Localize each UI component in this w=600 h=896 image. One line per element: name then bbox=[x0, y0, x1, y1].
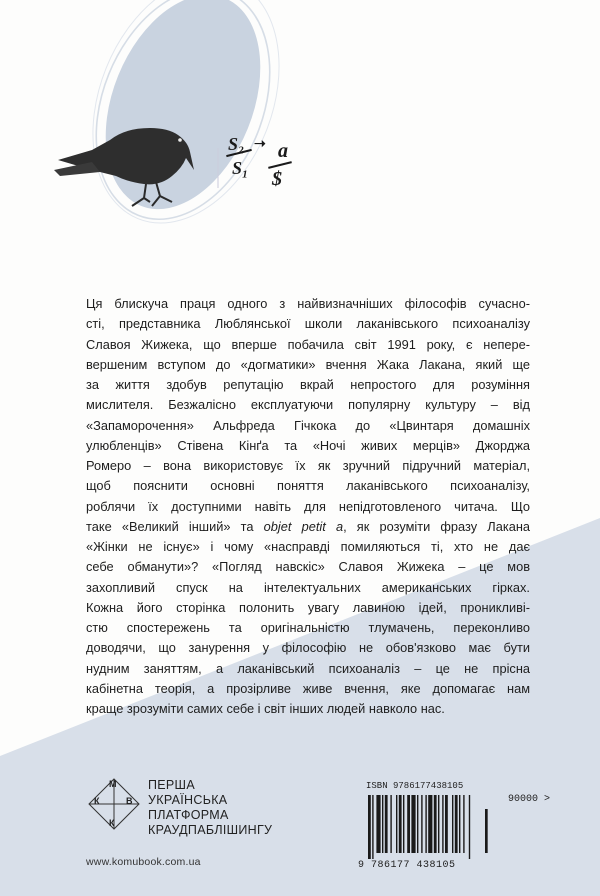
blurb-line: Ромеро – вона використовує їх як зручний підручний матеріал, bbox=[86, 458, 530, 473]
formula-s2: S₂ bbox=[228, 134, 245, 154]
logo-letter-v: В bbox=[126, 796, 133, 806]
blurb-line: нудним заняттям, а лаканівський психоаналіз – це не прісна bbox=[86, 660, 530, 676]
blurb-line: улюбленців» Стівена Кінґа та «Ночі живих мерців» Джорджа bbox=[86, 437, 530, 453]
isbn-text: ISBN 9786177438105 bbox=[366, 781, 464, 791]
blurb-line: «Запаморочення» Альфреда Гічкока до «Цвинтаря домашніх bbox=[86, 417, 530, 433]
blurb-line: стю спостережень та оригінальністю тлумачень, переконливо bbox=[86, 620, 530, 635]
blurb-line: вершеним вступом до «догматики» вчення Жака Лакана, який ще bbox=[86, 356, 530, 372]
blurb-line: Славоя Жижека, що вперше побачила світ 1991 року, є непере- bbox=[86, 336, 530, 352]
blurb-line: за життя здобув репутацію вкрай непростого для розуміння bbox=[86, 377, 530, 392]
price-code: 90000 > bbox=[508, 794, 551, 805]
publisher-name: ПЕРША УКРАЇНСЬКА ПЛАТФОРМА КРАУДПАБЛІШИНГУ bbox=[148, 778, 273, 837]
blurb-line: «Жінки не існує» і чому «насправді помиляються ті, хто не дає bbox=[86, 539, 530, 554]
isbn-barcode bbox=[358, 781, 578, 873]
blurb-line: щоб пояснити основні поняття лаканівського психоаналізу, bbox=[86, 478, 530, 494]
blurb-line: себе обманути»? «Погляд навскіс» Славоя Жижека – це мов bbox=[86, 559, 530, 575]
blurb-line: кабінетна теорія, а прозірливе живе вчення, яке допомагає нам bbox=[86, 680, 530, 696]
blurb-line-with-italic: таке «Великий інший» та objet petit a, як розуміти фразу Лакана bbox=[86, 518, 531, 534]
blurb-line: мислителя. Безжалісно експлуатуючи популярну культуру – від bbox=[86, 397, 530, 413]
blurb-line: доводячи, що занурення у філософію не обов'язково має бути bbox=[86, 640, 530, 656]
formula-a: a bbox=[278, 140, 288, 162]
blurb-line: краще зрозуміти самих себе і світ інших людей навколо нас. bbox=[86, 701, 445, 716]
formula-barred-s: $ bbox=[272, 168, 282, 190]
back-cover-blurb bbox=[86, 294, 530, 719]
logo-letter-m: М bbox=[109, 779, 117, 789]
formula-s1: S₁ bbox=[232, 158, 249, 178]
blurb-line: захопливий спуск на інтелектуальних американських гірках. bbox=[86, 579, 530, 595]
objet-petit-a: objet petit a bbox=[263, 518, 344, 534]
barcode-bars bbox=[358, 791, 578, 871]
logo-letter-k-bottom: К bbox=[109, 818, 115, 828]
publisher-logo bbox=[86, 776, 142, 832]
logo-letter-k-left: К bbox=[94, 796, 100, 806]
blurb-line: роблячи їх доступними навіть для непідготовленого читача. Що bbox=[86, 498, 530, 514]
blurb-line: Кожна його сторінка полонить увагу лавиною ідей, проникливі- bbox=[86, 599, 530, 615]
blurb-line: сті, представника Люблянської школи лаканівського психоаналізу bbox=[86, 316, 530, 332]
publisher-website: www.komubook.com.ua bbox=[86, 856, 201, 868]
blurb-line: Ця блискуча праця одного з найвизначніших філософів сучасно- bbox=[86, 296, 530, 311]
lacan-formula bbox=[228, 128, 308, 208]
ean-digits: 9 786177 438105 bbox=[358, 860, 456, 871]
formula-arrow: ➝ bbox=[254, 137, 266, 152]
